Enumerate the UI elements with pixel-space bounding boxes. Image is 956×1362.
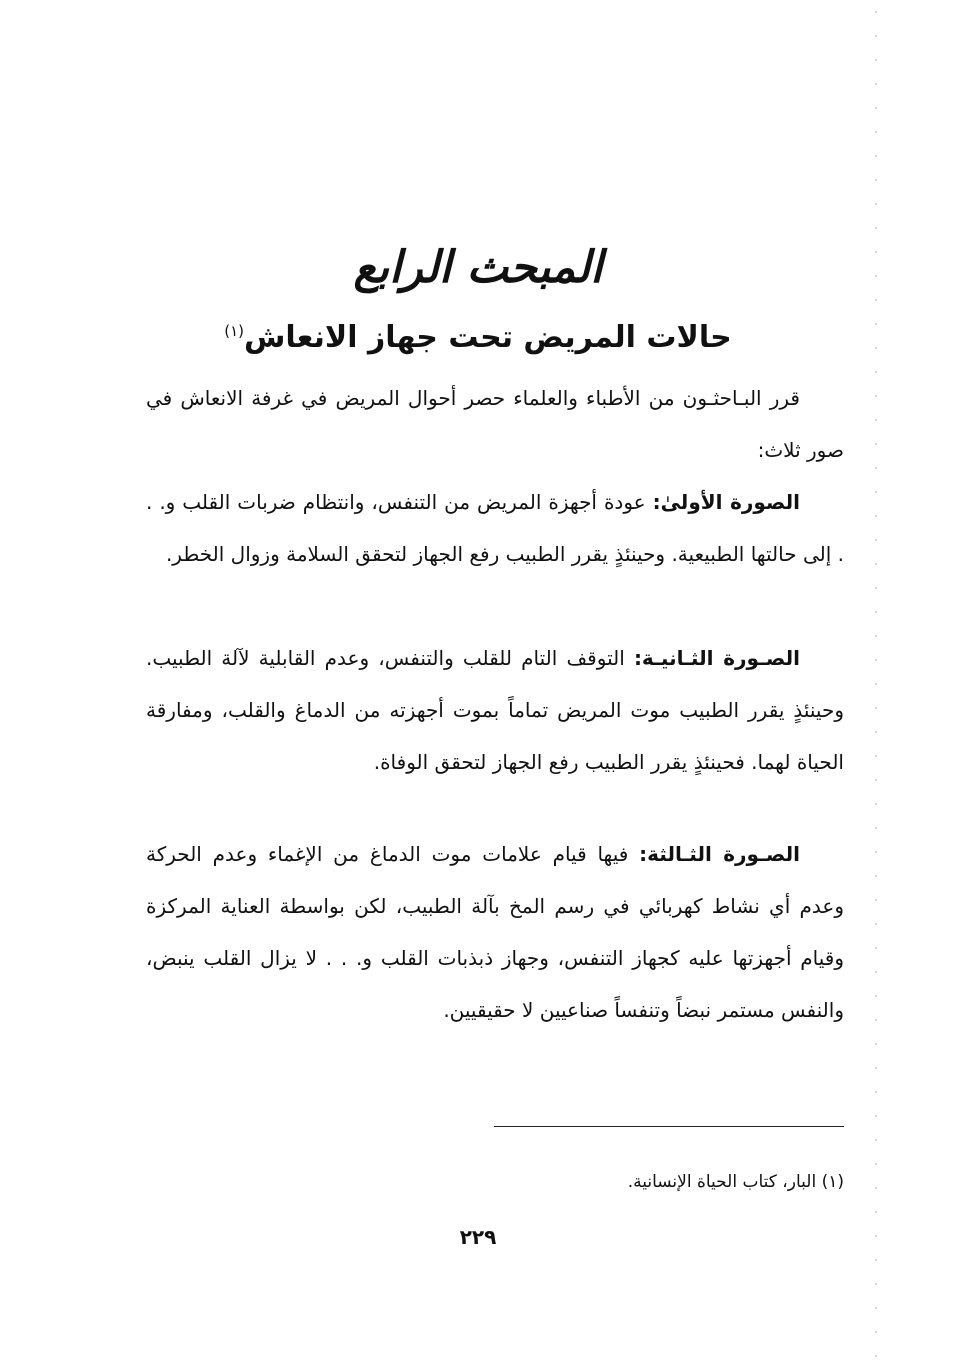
case-label-3: الصـورة الثـالثة: (639, 842, 801, 866)
case-text-3: فيها قيام علامات موت الدماغ من الإغماء وعدم الحركة وعدم أي نشاط كهربائي في رسم المخ بآلة الطبيب، لكن بواسطة العناية المركزة وقيام أجهزتها عليه كجهاز التنفس، وجهاز ذبذبات القلب و. . . لا يزال القلب ينبض، والنفس مستمر نبضاً وتنفساً صناعيين لا حقيقيين. (146, 842, 844, 1022)
footnote: (١) البار، كتاب الحياة الإنسانية. (627, 1172, 844, 1192)
page-number: ٢٢٩ (459, 1225, 497, 1249)
case-paragraph-1 (146, 476, 844, 580)
case-paragraph-2 (146, 632, 844, 788)
chapter-title: المبحث الرابع (353, 242, 603, 293)
binding-edge-dots (874, 0, 878, 1362)
section-title (0, 308, 956, 361)
intro-paragraph: قرر البـاحثـون من الأطباء والعلماء حصر أحوال المريض في غرفة الانعاش في صور ثلاث: (146, 386, 844, 462)
case-label-1: الصورة الأولىٰ: (652, 490, 800, 514)
case-text-2: التوقف التام للقلب والتنفس، وعدم القابلية لآلة الطبيب. وحينئذٍ يقرر الطبيب موت المريض تماماً بموت أجهزته من الدماغ والقلب، ومفارقة الحياة لهما. فحينئذٍ يقرر الطبيب رفع الجهاز لتحقق الوفاة. (146, 646, 844, 774)
section-title-text: حالات المريض تحت جهاز الانعاش (244, 320, 732, 355)
footnote-divider (494, 1126, 844, 1127)
case-paragraph-3 (146, 828, 844, 1036)
case-label-2: الصـورة الثـانيـة: (633, 646, 800, 670)
case-text-1: عودة أجهزة المريض من التنفس، وانتظام ضربات القلب و. . . إلى حالتها الطبيعية. وحينئذٍ يقرر الطبيب رفع الجهاز لتحقق السلامة وزوال الخطر. (146, 490, 844, 566)
footnote-reference: (١) (224, 322, 245, 340)
